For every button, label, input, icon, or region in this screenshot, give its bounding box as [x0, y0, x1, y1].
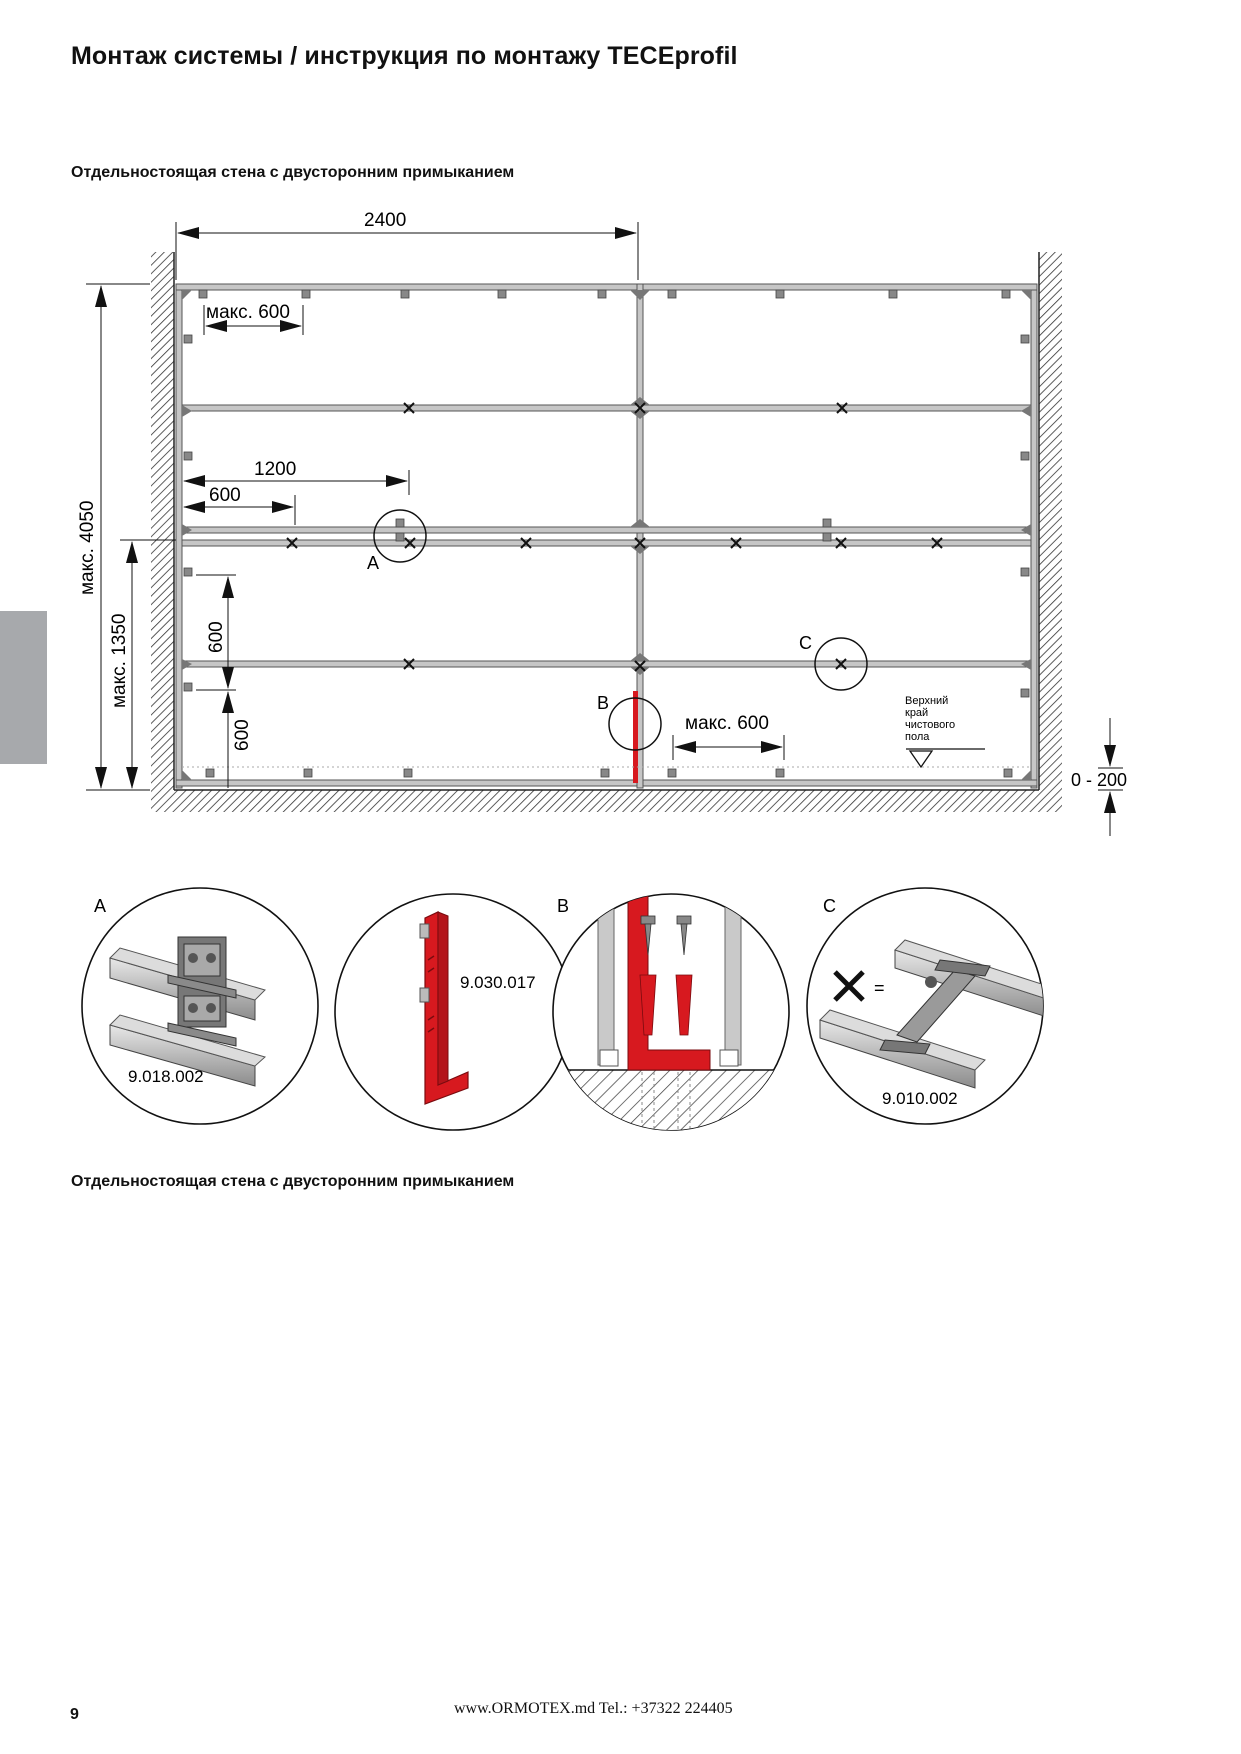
left-wall	[151, 252, 174, 810]
cross-fixings	[287, 403, 942, 671]
dim-1200-label: 1200	[254, 459, 297, 480]
floor-label-line-4: пола	[905, 731, 930, 743]
dim-600-horizontal-label: 600	[209, 485, 241, 506]
page-title: Монтаж системы / инструкция по монтажу TECEprofil	[71, 42, 738, 70]
detail-c-equals: =	[874, 978, 885, 998]
floor-range-label: 0 - 200	[1071, 770, 1128, 790]
marker-c: C	[799, 633, 812, 653]
floor-label-line-1: Верхний	[905, 695, 949, 707]
detail-b-label: B	[557, 896, 570, 916]
floor-slab	[151, 790, 1062, 812]
figure-caption: Отдельностоящая стена с двусторонним примыканием	[71, 1173, 515, 1190]
dim-0-200	[1071, 718, 1127, 836]
detail-b	[553, 890, 793, 1140]
dim-1200-600	[184, 459, 409, 525]
dim-600-vertical-upper-label: 600	[206, 621, 227, 653]
marker-b: B	[597, 693, 610, 713]
section-title: Отдельностоящая стена с двусторонним примыканием	[71, 164, 515, 181]
red-bracket-b	[633, 691, 638, 783]
dim-600-vertical-lower-label: 600	[232, 719, 253, 751]
detail-c	[807, 888, 1060, 1124]
finished-floor-label	[905, 695, 985, 767]
floor-label-line-2: край	[905, 707, 929, 719]
max600-bottom-label: макс. 600	[685, 713, 769, 734]
dim-max600-bottom	[673, 713, 784, 760]
width-label: 2400	[364, 210, 407, 231]
detail-middle-part-number: 9.030.017	[460, 973, 536, 992]
height-max-total-label: макс. 4050	[77, 500, 98, 595]
height-max-1350-label: макс. 1350	[109, 613, 130, 708]
dim-max600-top	[204, 302, 303, 335]
floor-label-line-3: чистового	[905, 719, 956, 731]
dim-2400	[176, 210, 638, 280]
dim-vertical-600s	[196, 575, 253, 788]
detail-a-label: A	[94, 896, 107, 916]
detail-c-label: C	[823, 896, 836, 916]
max600-top-label: макс. 600	[206, 302, 290, 323]
marker-a: A	[367, 553, 380, 573]
detail-red-bracket	[335, 894, 571, 1130]
page-number: 9	[70, 1706, 79, 1723]
right-wall	[1039, 252, 1062, 810]
detail-c-part-number: 9.010.002	[882, 1089, 958, 1108]
detail-a	[82, 888, 318, 1124]
detail-a-part-number: 9.018.002	[128, 1067, 204, 1086]
footer-contact: www.ORMOTEX.md Tel.: +37322 224405	[454, 1700, 733, 1717]
